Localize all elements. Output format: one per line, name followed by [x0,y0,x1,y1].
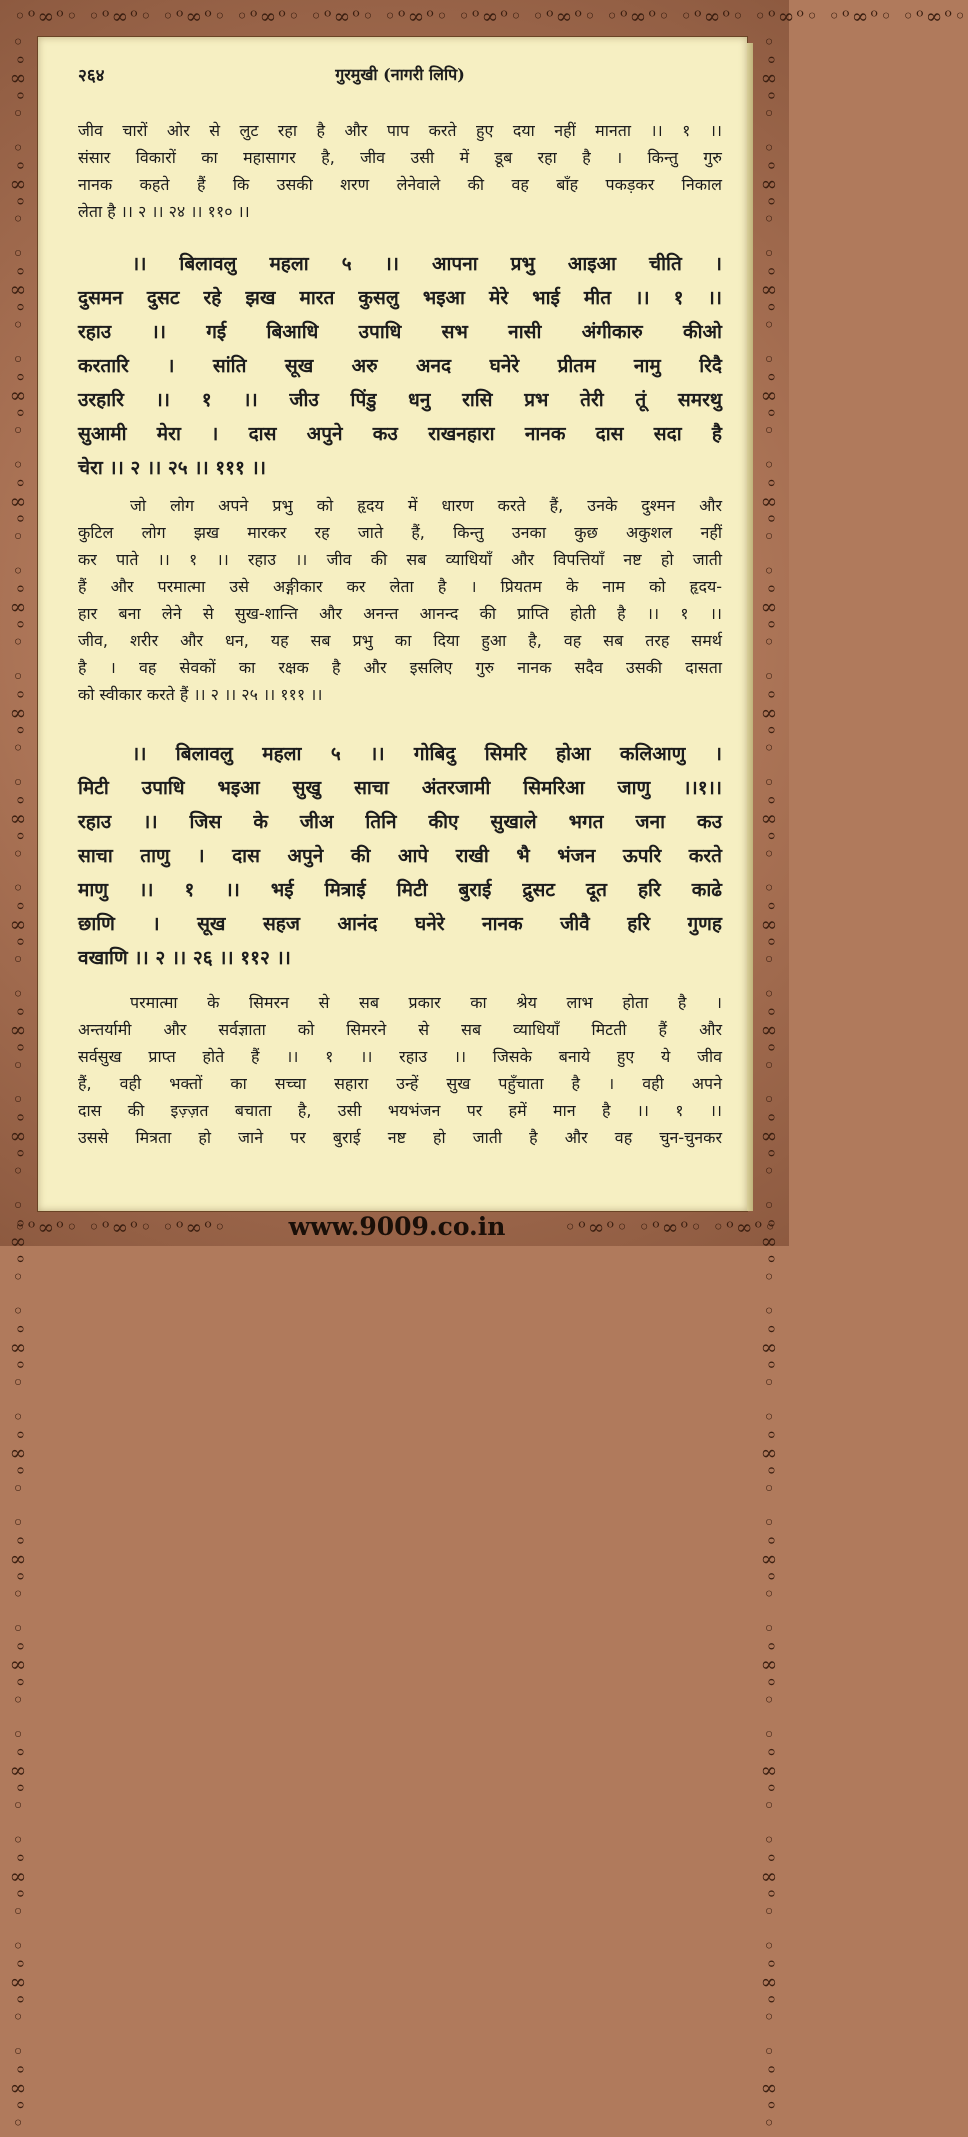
prose-line: जीव, शरीर और धन, यह सब प्रभु का दिया हुआ है, वह सब तरह समर्थ [78,631,722,650]
prose-section-3 [78,989,722,1151]
prose-line: को स्वीकार करते हैं ।। २ ।। २५ ।। १११ ।। [78,685,323,704]
website-url[interactable]: www.9009.co.in [288,1212,506,1241]
page-number: २६४ [78,66,105,86]
prose-line: हार बना लेने से सुख-शान्ति और अनन्त आनन्द की प्राप्ति होती है ।। १ ।। [78,604,722,623]
verse-line: रहाउ ।। जिस के जीअ तिनि कीए सुखाले भगत जना कउ [78,811,722,833]
verse-line: सुआमी मेरा । दास अपुने कउ राखनहारा नानक दास सदा है [78,423,722,445]
verse-section-2 [78,737,722,975]
prose-line: परमात्मा के सिमरन से सब प्रकार का श्रेय लाभ होता है । [130,993,722,1012]
ornament-top: ◦ᵒ∞ᵒ◦ ◦ᵒ∞ᵒ◦ ◦ᵒ∞ᵒ◦ ◦ᵒ∞ᵒ◦ ◦ᵒ∞ᵒ◦ ◦ᵒ∞ᵒ◦ ◦ᵒ∞ᵒ◦ ◦ᵒ∞ᵒ◦ ◦ᵒ∞ᵒ◦ ◦ᵒ∞ᵒ◦ ◦ᵒ∞ᵒ◦ ◦ᵒ∞ᵒ◦ ◦ᵒ∞ᵒ◦ [14,4,968,28]
prose-line: कुटिल लोग झख मारकर रह जाते हैं, किन्तु उनका कुछ अकुशल नहीं [78,523,722,542]
prose-line: दास की इज़्ज़त बचाता है, उसी भयभंजन पर हमें मान है ।। १ ।। [78,1101,722,1120]
prose-line: नानक कहते हैं कि उसकी शरण लेनेवाले की वह बाँह पकड़कर निकाल [78,175,722,194]
verse-line: ।। बिलावलु महला ५ ।। गोबिदु सिमरि होआ कलिआणु । [132,743,722,765]
prose-line: हैं, वही भक्तों का सच्चा सहारा उन्हें सुख पहुँचाता है । वही अपने [78,1074,722,1093]
running-title: गुरमुखी (नागरी लिपि) [335,65,465,84]
verse-line: साचा ताणु । दास अपुने की आपे राखी भै भंजन ऊपरि करते [78,845,722,867]
prose-line: हैं और परमात्मा उसे अङ्गीकार कर लेता है । प्रियतम के नाम को हृदय- [78,577,722,596]
ornament-left: ◦ᵒ∞ᵒ◦ ◦ᵒ∞ᵒ◦ ◦ᵒ∞ᵒ◦ ◦ᵒ∞ᵒ◦ ◦ᵒ∞ᵒ◦ ◦ᵒ∞ᵒ◦ ◦ᵒ∞ᵒ◦ ◦ᵒ∞ᵒ◦ ◦ᵒ∞ᵒ◦ ◦ᵒ∞ᵒ◦ ◦ᵒ∞ᵒ◦ ◦ᵒ∞ᵒ◦ ◦ᵒ∞ᵒ◦ ◦ᵒ∞ᵒ◦ ◦ᵒ∞ᵒ◦ ◦ᵒ∞ᵒ◦ ◦ᵒ∞ᵒ◦ ◦ᵒ∞ᵒ◦ ◦ᵒ∞ᵒ◦ ◦ᵒ∞ᵒ◦ [6,30,30,2137]
book-page [37,36,748,1212]
prose-line: सर्वसुख प्राप्त होते हैं ।। १ ।। रहाउ ।। जिसके बनाये हुए ये जीव [78,1047,722,1066]
verse-section-1 [78,247,722,485]
verse-line: वखाणि ।। २ ।। २६ ।। ११२ ।। [78,947,291,969]
page-header [78,63,722,87]
prose-line: कर पाते ।। १ ।। रहाउ ।। जीव की सब व्याधियाँ और विपत्तियाँ नष्ट हो जाती [78,550,722,569]
verse-line: करतारि । सांति सूख अरु अनद घनेरे प्रीतम नामु रिदै [78,355,722,377]
prose-line: जीव चारों ओर से लुट रहा है और पाप करते हुए दया नहीं मानता ।। १ ।। [78,121,722,140]
prose-section-2 [78,492,722,708]
ornament-bottom-right: ◦ᵒ∞ᵒ◦ ◦ᵒ∞ᵒ◦ ◦ᵒ∞ᵒ◦ [564,1215,778,1239]
verse-line: रहाउ ।। गई बिआधि उपाधि सभ नासी अंगीकारु कीओ [78,321,722,343]
verse-line: ।। बिलावलु महला ५ ।। आपना प्रभु आइआ चीति । [132,253,722,275]
prose-line: उससे मित्रता हो जाने पर बुराई नष्ट हो जाती है और वह चुन-चुनकर [78,1128,722,1147]
page-edge [747,43,753,1211]
verse-line: चेरा ।। २ ।। २५ ।। १११ ।। [78,457,266,479]
verse-line: छाणि । सूख सहज आनंद घनेरे नानक जीवै हरि गुणह [78,913,722,935]
prose-line: संसार विकारों का महासागर है, जीव उसी में डूब रहा है । किन्तु गुरु [78,148,722,167]
prose-line: लेता है ।। २ ।। २४ ।। ११० ।। [78,202,250,221]
prose-line: जो लोग अपने प्रभु को हृदय में धारण करते हैं, उनके दुश्मन और [130,496,722,515]
verse-line: उरहारि ।। १ ।। जीउ पिंडु धनु रासि प्रभ तेरी तूं समरथु [78,389,722,411]
verse-line: दुसमन दुसट रहे झख मारत कुसलु भइआ मेरे भाई मीत ।। १ ।। [78,287,722,309]
prose-line: अन्तर्यामी और सर्वज्ञाता को सिमरने से सब व्याधियाँ मिटती हैं और [78,1020,722,1039]
ornament-right: ◦ᵒ∞ᵒ◦ ◦ᵒ∞ᵒ◦ ◦ᵒ∞ᵒ◦ ◦ᵒ∞ᵒ◦ ◦ᵒ∞ᵒ◦ ◦ᵒ∞ᵒ◦ ◦ᵒ∞ᵒ◦ ◦ᵒ∞ᵒ◦ ◦ᵒ∞ᵒ◦ ◦ᵒ∞ᵒ◦ ◦ᵒ∞ᵒ◦ ◦ᵒ∞ᵒ◦ ◦ᵒ∞ᵒ◦ ◦ᵒ∞ᵒ◦ ◦ᵒ∞ᵒ◦ ◦ᵒ∞ᵒ◦ ◦ᵒ∞ᵒ◦ ◦ᵒ∞ᵒ◦ ◦ᵒ∞ᵒ◦ ◦ᵒ∞ᵒ◦ [757,30,781,2137]
verse-line: मिटी उपाधि भइआ सुखु साचा अंतरजामी सिमरिआ जाणु ।।१।। [78,777,722,799]
verse-line: माणु ।। १ ।। भई मित्राई मिटी बुराई द्रुसट दूत हरि काढे [78,879,722,901]
ornament-bottom-left: ◦ᵒ∞ᵒ◦ ◦ᵒ∞ᵒ◦ ◦ᵒ∞ᵒ◦ [14,1215,228,1239]
prose-section-1 [78,117,722,225]
prose-line: है । वह सेवकों का रक्षक है और इसलिए गुरु नानक सदैव उसकी दासता [78,658,722,677]
